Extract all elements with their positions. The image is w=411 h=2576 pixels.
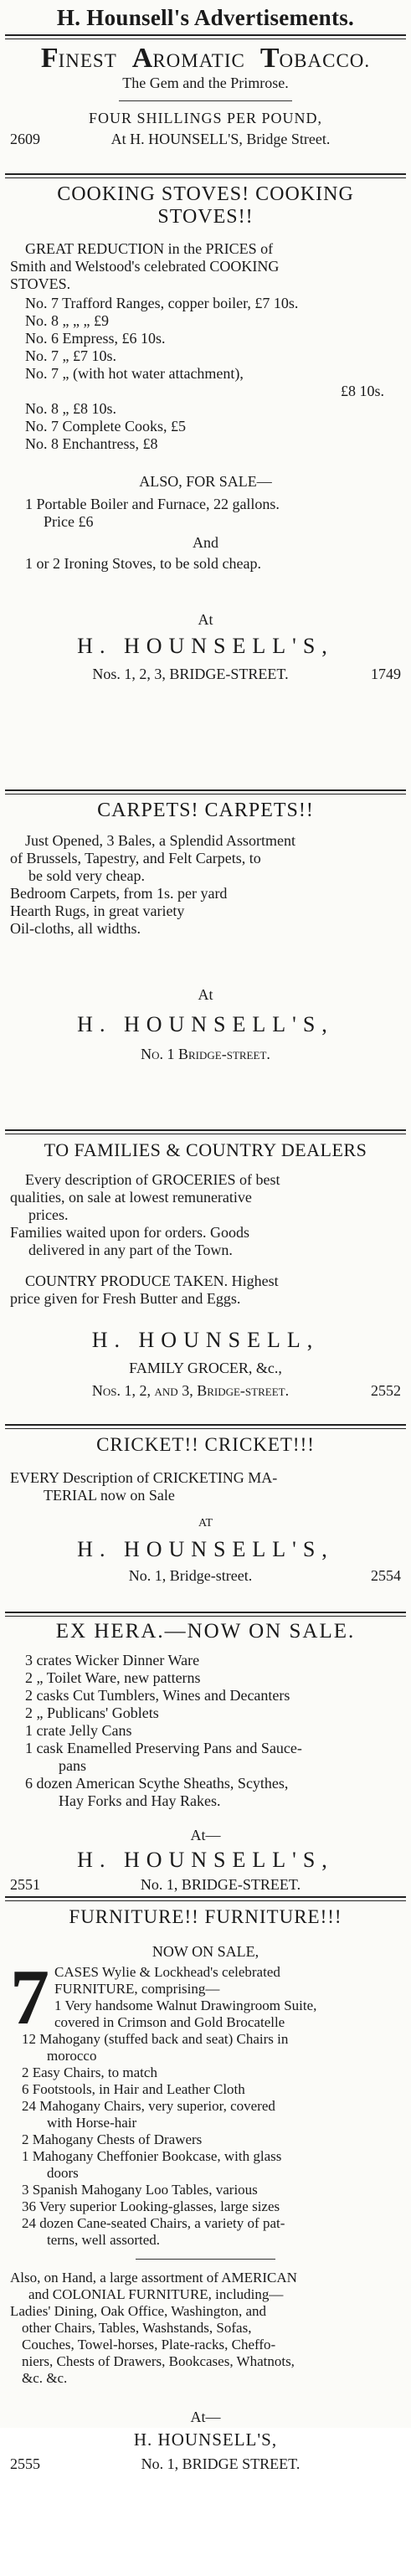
list-item: 1 crate Jelly Cans — [25, 1722, 132, 1739]
list-item: No. 7 Complete Cooks, £5 — [25, 418, 186, 434]
list-item: No. 7 Trafford Ranges, copper boiler, £7 10s. — [25, 295, 299, 311]
list-item: 3 crates Wicker Dinner Ware — [25, 1652, 200, 1668]
ex-hera-headline: EX HERA.—NOW ON SALE. — [55, 1620, 356, 1643]
ex-hera-ad: EX HERA.—NOW ON SALE. 3 crates Wicker Dinner Ware 2 „ Toilet Ware, new patterns 2 casks Cut Tumblers, Wines and Decanters 2 „ Publicans' Goblets 1 crate Jelly Cans 1 cask Enamelled Preserving Pans and Sauce- pans 6 dozen American Scythe Sheaths, Scythes, Hay Forks and Hay Rakes. At— H. HOUNSELL'S, 2551 No. 1, BRIDGE-STREET. — [0, 1620, 411, 1893]
merchant-address: Nos. 1, 2, 3, BRIDGE-STREET. — [92, 666, 289, 682]
list-item: No. 8 „ £8 10s. — [25, 400, 116, 417]
divider — [5, 1612, 406, 1617]
list-item: 24 dozen Cane-seated Chairs, a variety of pat- — [22, 2215, 285, 2231]
list-item: 2 Mahogany Chests of Drawers — [22, 2131, 203, 2147]
tobacco-footer — [10, 131, 401, 148]
list-item: doors — [47, 2165, 79, 2181]
list-item: covered in Crimson and Gold Brocatelle — [54, 2014, 285, 2030]
merchant-name: H. HOUNSELL'S, — [133, 2429, 278, 2450]
furniture-headline: FURNITURE!! FURNITURE!!! — [69, 1906, 342, 1927]
merchant-name: H. HOUNSELL'S, — [77, 1848, 334, 1872]
divider — [5, 1424, 406, 1429]
furniture-ad: FURNITURE!! FURNITURE!!! NOW ON SALE, 7 CASES Wylie & Lockhead's celebrated FURNITURE, comprising— 1 Very handsome Walnut Drawingroom Suite, covered in Crimson and Gold Brocatelle 12 Mahogany (stuffed back and seat) Chairs in morocco 2 Easy Chairs, to match 6 Footstools, in Hair and Leather Cloth 24 Mahogany Chairs, very superior, covered with Horse-hair 2 Mahogany Chests of Drawers 1 Mahogany Cheffonier Bookcase, with glass doors 3 Spanish Mahogany Loo Tables, various 36 Very superior Looking-glasses, large sizes 24 dozen Cane-seated Chairs, a variety of pat- terns, well assorted. Also, on Hand, a large assortment of AMERICAN and COLONIAL FURNITURE, including— Ladies' Dining, Oak Office, Washington, and other Chairs, Tables, Washstands, Sofas, Couches, Towel-horses, Plate-racks, Cheffo- niers, Chests of Drawers, Bookcases, Whatnots, &c. &c. At— H. HOUNSELL'S, 2555 No. 1, BRIDGE STREET. — [0, 1906, 411, 2576]
list-item: 24 Mahogany Chairs, very superior, covered — [22, 2098, 275, 2114]
list-item: No. 8 Enchantress, £8 — [25, 435, 158, 452]
furniture-also: Also, on Hand, a large assortment of AMERICAN and COLONIAL FURNITURE, including— Ladies' Dining, Oak Office, Washington, and other Chairs, Tables, Washstands, Sofas, Couches, Towel-horses, Plate-racks, Cheffo- niers, Chests of Drawers, Bookcases, Whatnots, &c. &c. — [10, 2270, 297, 2386]
divider — [5, 1129, 406, 1134]
list-item: £8 10s. — [340, 383, 384, 399]
list-item: 1 cask Enamelled Preserving Pans and Sauce- — [25, 1740, 302, 1756]
drop-numeral: 7 — [10, 1954, 49, 2041]
merchant-name: H. HOUNSELL'S, — [77, 634, 334, 658]
merchant-address: No. 1, BRIDGE-STREET. — [140, 1876, 301, 1893]
divider — [119, 100, 292, 101]
list-item: 6 Footstools, in Hair and Leather Cloth — [22, 2081, 245, 2097]
ex-hera-list — [10, 1652, 401, 1810]
groceries-ad: TO FAMILIES & COUNTRY DEALERS Every description of GROCERIES of best qualities, on sale at lowest remunerative prices. Families waited upon for orders. Goods delivered in any part of the Town. COUNTRY PRODUCE TAKEN. Highest price given for Fresh Butter and Eggs. H. HOUNSELL, FAMILY GROCER, &c., Nos. 1, 2, and 3, Bridge-street. 2552 — [10, 1139, 401, 1399]
merchant-address: No. 1, Bridge-street. — [128, 1567, 253, 1584]
list-item: 2 Easy Chairs, to match — [22, 2064, 157, 2080]
ref-number: 2555 — [10, 2455, 40, 2472]
list-item: 1 Mahogany Cheffonier Bookcase, with glass — [22, 2148, 282, 2164]
page-title: H. Hounsell's Advertisements. — [56, 5, 355, 30]
stoves-ad: COOKING STOVES! COOKING STOVES!! GREAT REDUCTION in the PRICES of Smith and Welstood's celebrated COOKING STOVES. No. 7 Trafford Ranges, copper boiler, £7 10s. No. 8 „ „ „ £9 No. 6 Empress, £6 10s. No. 7 „ £7 10s. No. 7 „ (with hot water attachment), £8 10s. No. 8 „ £8 10s. No. 7 Complete Cooks, £5 No. 8 Enchantress, £8 ALSO, FOR SALE— 1 Portable Boiler and Furnace, 22 gallons. Price £6 And 1 or 2 Ironing Stoves, to be sold cheap. At H. HOUNSELL'S, Nos. 1, 2, 3, BRIDGE-STREET. 1749 — [10, 183, 401, 682]
list-item: 2 casks Cut Tumblers, Wines and Decanters — [25, 1687, 290, 1704]
ref-number: 1749 — [371, 666, 401, 682]
list-item: pans — [59, 1757, 86, 1774]
tobacco-ad — [0, 44, 411, 170]
groceries-headline: TO FAMILIES & COUNTRY DEALERS — [44, 1139, 367, 1160]
list-item: 2 „ Publicans' Goblets — [25, 1704, 159, 1721]
list-item: 6 dozen American Scythe Sheaths, Scythes, — [25, 1775, 289, 1792]
stove-price-list — [10, 295, 401, 453]
ref-number: 2552 — [371, 1382, 401, 1399]
list-item: No. 8 „ „ „ £9 — [25, 312, 109, 329]
merchant-name: H. HOUNSELL'S, — [77, 1537, 334, 1561]
tobacco-address: At H. HOUNSELL'S, Bridge Street. — [110, 131, 331, 147]
carpets-ad: CARPETS! CARPETS!! Just Opened, 3 Bales, a Splendid Assortment of Brussels, Tapestry, and Felt Carpets, to be sold very cheap. Bedroom Carpets, from 1s. per yard Hearth Rugs, in great variety Oil-cloths, all widths. At H. HOUNSELL'S, No. 1 Bridge-street. — [0, 800, 411, 1126]
merchant-name: H. HOUNSELL'S, — [77, 1012, 334, 1036]
tobacco-price: FOUR SHILLINGS PER POUND, — [88, 110, 323, 126]
list-item: No. 7 „ (with hot water attachment), — [25, 365, 244, 382]
divider — [5, 173, 406, 178]
merchant-address: No. 1 Bridge-street. — [141, 1046, 270, 1062]
list-item: morocco — [47, 2048, 97, 2064]
carpets-headline: CARPETS! CARPETS!! — [97, 800, 314, 821]
tobacco-headline: FINEST AROMATIC TOBACCO. — [40, 43, 371, 74]
divider — [5, 1896, 406, 1901]
list-item: No. 6 Empress, £6 10s. — [25, 330, 166, 347]
divider — [5, 34, 406, 39]
list-item: 36 Very superior Looking-glasses, large sizes — [22, 2198, 280, 2214]
list-item: 2 „ Toilet Ware, new patterns — [25, 1669, 201, 1686]
list-item: 1 Very handsome Walnut Drawingroom Suite, — [54, 1998, 317, 2013]
ref-number: 2554 — [371, 1567, 401, 1584]
list-item: Hay Forks and Hay Rakes. — [59, 1792, 221, 1809]
merchant-name: H. HOUNSELL, — [91, 1328, 320, 1352]
merchant-trade: FAMILY GROCER, &c., — [129, 1360, 282, 1376]
list-item: 3 Spanish Mahogany Loo Tables, various — [22, 2182, 258, 2198]
list-item: No. 7 „ £7 10s. — [25, 347, 116, 364]
merchant-address: Nos. 1, 2, and 3, Bridge-street. — [91, 1382, 290, 1399]
list-item: 12 Mahogany (stuffed back and seat) Chairs in — [22, 2031, 289, 2047]
carpets-description: Just Opened, 3 Bales, a Splendid Assortment of Brussels, Tapestry, and Felt Carpets, to be sold very cheap. Bedroom Carpets, from 1s. per yard Hearth Rugs, in great variety Oil-cloths, all widths. — [10, 832, 295, 937]
divider — [136, 2259, 275, 2260]
cricket-ad: CRICKET!! CRICKET!!! EVERY Description of CRICKETING MA- TERIAL now on Sale AT H. HOUNSELL'S, No. 1, Bridge-street. 2554 — [10, 1434, 401, 1584]
merchant-address: No. 1, BRIDGE STREET. — [141, 2455, 301, 2472]
furniture-list — [10, 2031, 401, 2249]
list-item: with Horse-hair — [47, 2115, 137, 2131]
stoves-headline: COOKING STOVES! COOKING STOVES!! — [57, 183, 354, 228]
tobacco-subtitle: The Gem and the Primrose. — [122, 75, 289, 91]
ref-number: 2609 — [10, 131, 40, 147]
divider — [5, 789, 406, 794]
cricket-headline: CRICKET!! CRICKET!!! — [96, 1434, 315, 1455]
ref-number: 2551 — [10, 1876, 40, 1893]
list-item: terns, well assorted. — [47, 2232, 161, 2248]
